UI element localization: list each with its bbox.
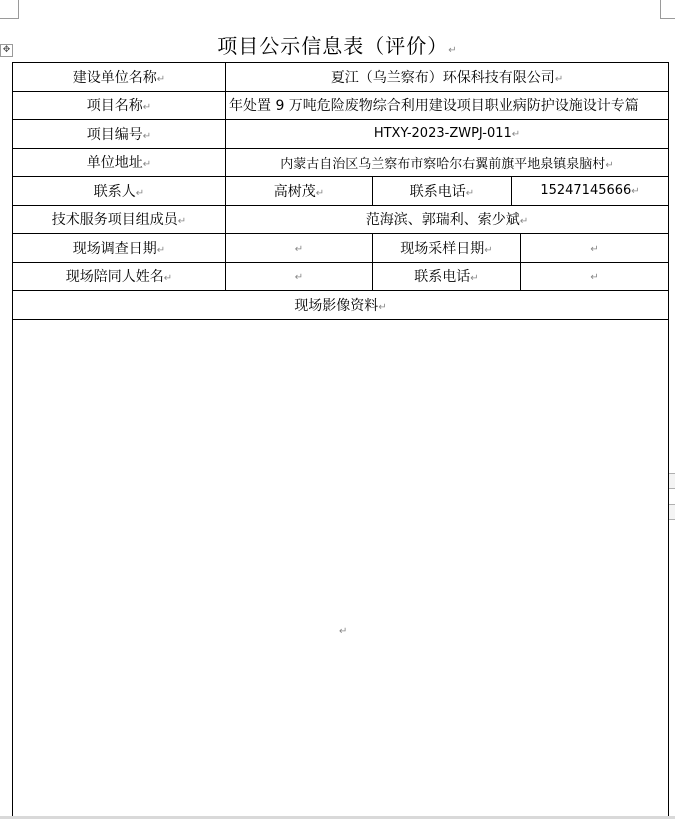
label-cell: 技术服务项目组成员↵: [13, 205, 226, 234]
title-text: 项目公示信息表（评价）: [217, 34, 449, 58]
photo-area[interactable]: [12, 320, 669, 819]
label-cell: 联系电话↵: [373, 262, 521, 291]
info-table: [12, 62, 669, 320]
value-cell[interactable]: 夏江（乌兰察布）环保科技有限公司↵: [226, 63, 669, 92]
section-header-cell: 现场影像资料↵: [13, 291, 669, 320]
table-row: [13, 148, 669, 177]
table-row: [13, 205, 669, 234]
margin-marker-icon: [668, 504, 675, 520]
page-title: [0, 30, 675, 59]
label-cell: 单位地址↵: [13, 148, 226, 177]
table-row: [13, 291, 669, 320]
value-cell[interactable]: ↵: [226, 234, 373, 263]
value-cell[interactable]: 内蒙古自治区乌兰察布市察哈尔右翼前旗平地泉镇泉脑村↵: [226, 148, 669, 177]
margin-marker-icon: [668, 473, 675, 489]
crop-mark-top-right: [660, 0, 675, 19]
paragraph-mark: ↵: [339, 626, 348, 637]
label-cell: 项目编号↵: [13, 120, 226, 149]
value-cell[interactable]: 年处置 9 万吨危险废物综合利用建设项目职业病防护设施设计专篇: [226, 91, 669, 120]
table-row: [13, 262, 669, 291]
label-cell: 现场调查日期↵: [13, 234, 226, 263]
label-cell: 联系人↵: [13, 177, 226, 206]
label-cell: 建设单位名称↵: [13, 63, 226, 92]
crop-mark-top-left: [0, 0, 19, 19]
value-cell[interactable]: 15247145666↵: [512, 177, 669, 206]
table-row: [13, 234, 669, 263]
value-cell[interactable]: ↵: [521, 234, 669, 263]
value-cell[interactable]: 高树茂↵: [226, 177, 373, 206]
label-cell: 联系电话↵: [373, 177, 512, 206]
table-row: [13, 177, 669, 206]
table-row: [13, 91, 669, 120]
label-cell: 现场陪同人姓名↵: [13, 262, 226, 291]
paragraph-mark: ↵: [448, 45, 458, 56]
table-move-handle-icon[interactable]: ✥: [0, 44, 13, 57]
value-cell[interactable]: ↵: [226, 262, 373, 291]
value-cell[interactable]: 范海滨、郭瑞利、索少斌↵: [226, 205, 669, 234]
value-cell[interactable]: HTXY-2023-ZWPJ-011↵: [226, 120, 669, 149]
table-row: [13, 120, 669, 149]
label-cell: 现场采样日期↵: [373, 234, 521, 263]
label-cell: 项目名称↵: [13, 91, 226, 120]
value-cell[interactable]: ↵: [521, 262, 669, 291]
table-row: [13, 63, 669, 92]
